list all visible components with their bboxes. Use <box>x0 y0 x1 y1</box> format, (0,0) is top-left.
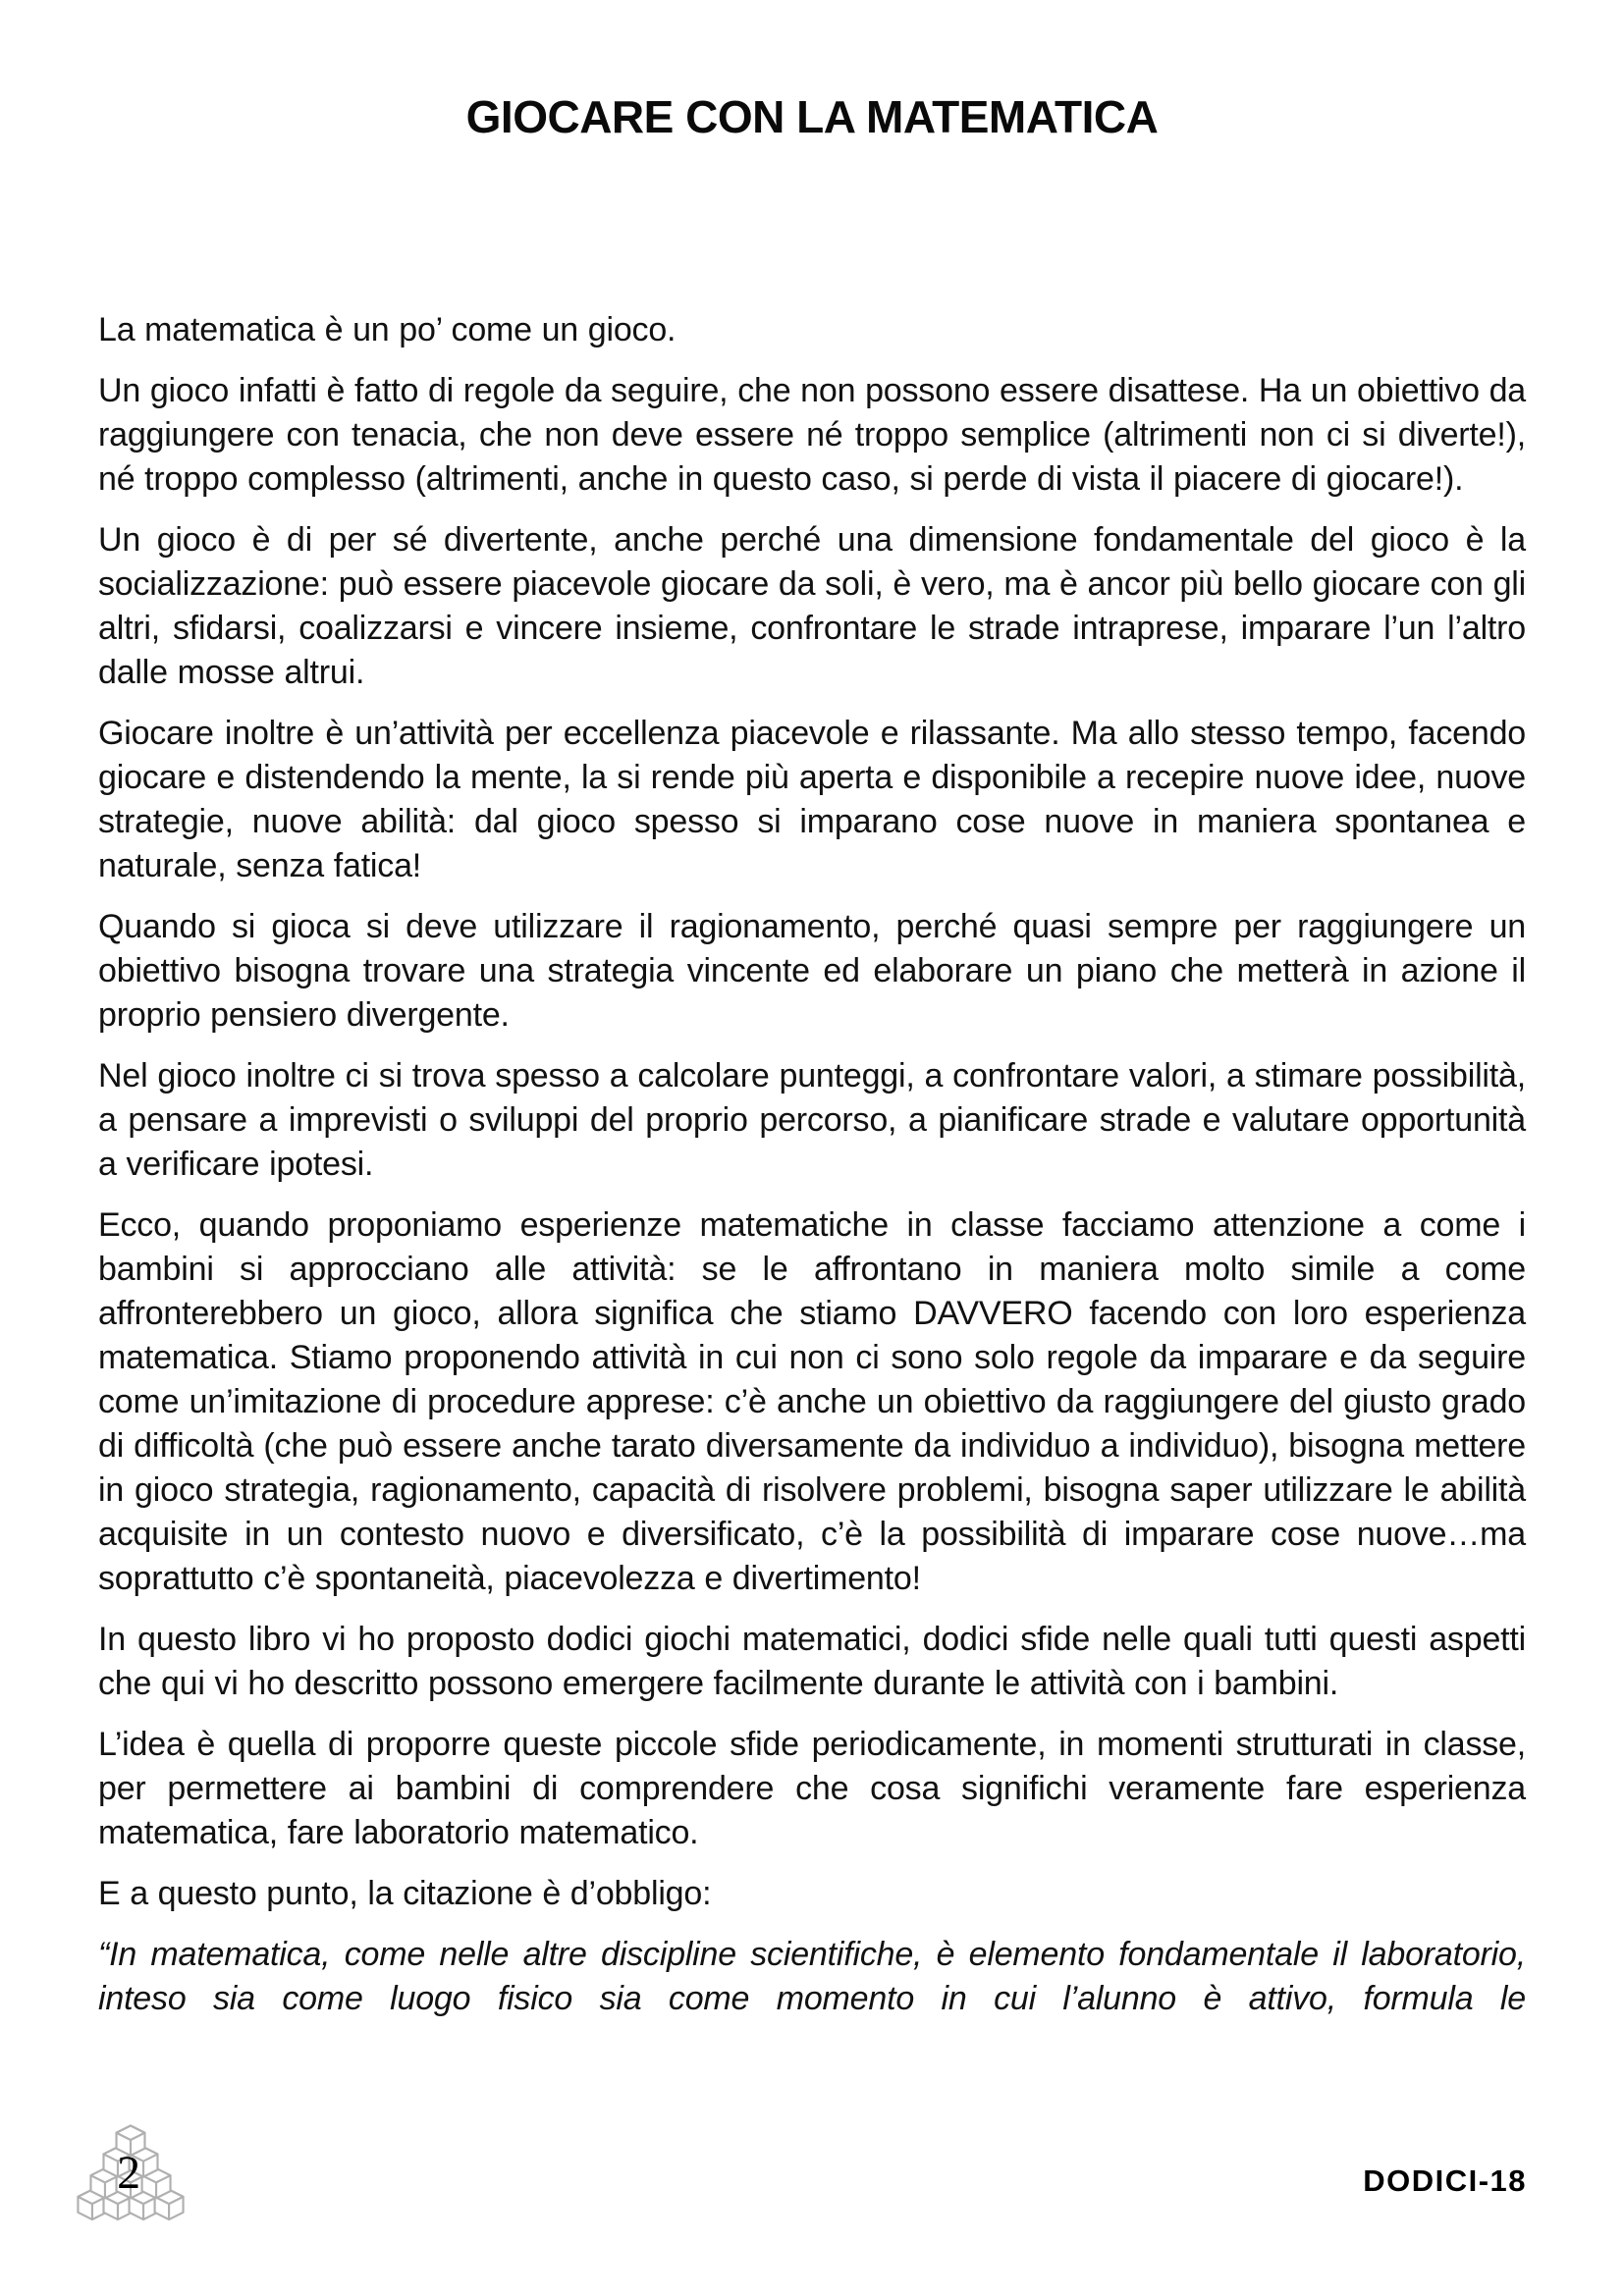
paragraph: E a questo punto, la citazione è d’obbligo: <box>98 1875 712 1912</box>
paragraph: Nel gioco inoltre ci si trova spesso a calcolare punteggi, a confrontare valori, a stimare possibilità, a pensare a imprevisti o sviluppi del proprio percorso, a pianificare strade e valutare opportunità a verificare ipotesi. <box>98 1057 1526 1183</box>
brand-label: DODICI-18 <box>1363 2163 1527 2198</box>
paragraph: La matematica è un po’ come un gioco. <box>98 311 677 348</box>
page-number: 2 <box>117 2147 141 2199</box>
paragraph: Un gioco infatti è fatto di regole da seguire, che non possono essere disattese. Ha un obiettivo da raggiungere con tenacia, che non deve essere né troppo semplice (altrimenti non ci si diverte!), né troppo complesso (altrimenti, anche in questo caso, si perde di vista il piacere di giocare!). <box>98 372 1526 498</box>
page-content <box>98 0 1526 2038</box>
paragraph: Ecco, quando proponiamo esperienze matematiche in classe facciamo attenzione a come i bambini si approcciano alle attività: se le affrontano in maniera molto simile a come affronterebbero un gioco, allora significa che stiamo DAVVERO facendo con loro esperienza matematica. Stiamo proponendo attività in cui non ci sono solo regole da imparare e da seguire come un’imitazione di procedure apprese: c’è anche un obiettivo da raggiungere del giusto grado di difficoltà (che può essere anche tarato diversamente da individuo a individuo), bisogna mettere in gioco strategia, ragionamento, capacità di risolvere problemi, bisogna saper utilizzare le abilità acquisite in un contesto nuovo e diversificato, c’è la possibilità di imparare cose nuove…ma soprattutto c’è spontaneità, piacevolezza e divertimento! <box>98 1206 1526 1597</box>
body-text <box>98 308 1526 2021</box>
paragraph: L’idea è quella di proporre queste piccole sfide periodicamente, in momenti strutturati in classe, per permettere ai bambini di comprendere che cosa significhi veramente fare esperienza matematica, fare laboratorio matematico. <box>98 1726 1526 1851</box>
paragraph: In questo libro vi ho proposto dodici giochi matematici, dodici sfide nelle quali tutti questi aspetti che qui vi ho descritto possono emergere facilmente durante le attività con i bambini. <box>98 1621 1526 1702</box>
quote-paragraph: “In matematica, come nelle altre discipline scientifiche, è elemento fondamentale il laboratorio, inteso sia come luogo fisico sia come momento in cui l’alunno è attivo, formula le <box>98 1936 1526 2017</box>
paragraph: Quando si gioca si deve utilizzare il ragionamento, perché quasi sempre per raggiungere un obiettivo bisogna trovare una strategia vincente ed elaborare un piano che metterà in azione il proprio pensiero divergente. <box>98 908 1526 1034</box>
paragraph: Giocare inoltre è un’attività per eccellenza piacevole e rilassante. Ma allo stesso tempo, facendo giocare e distendendo la mente, la si rende più aperta e disponibile a recepire nuove idee, nuove strategie, nuove abilità: dal gioco spesso si imparano cose nuove in maniera spontanea e naturale, senza fatica! <box>98 715 1526 884</box>
paragraph: Un gioco è di per sé divertente, anche perché una dimensione fondamentale del gioco è la socializzazione: può essere piacevole giocare da soli, è vero, ma è ancor più bello giocare con gli altri, sfidarsi, coalizzarsi e vincere insieme, confrontare le strade intraprese, imparare l’un l’altro dalle mosse altrui. <box>98 521 1526 691</box>
footer-logo <box>77 2124 185 2222</box>
page-title: GIOCARE CON LA MATEMATICA <box>465 91 1159 142</box>
